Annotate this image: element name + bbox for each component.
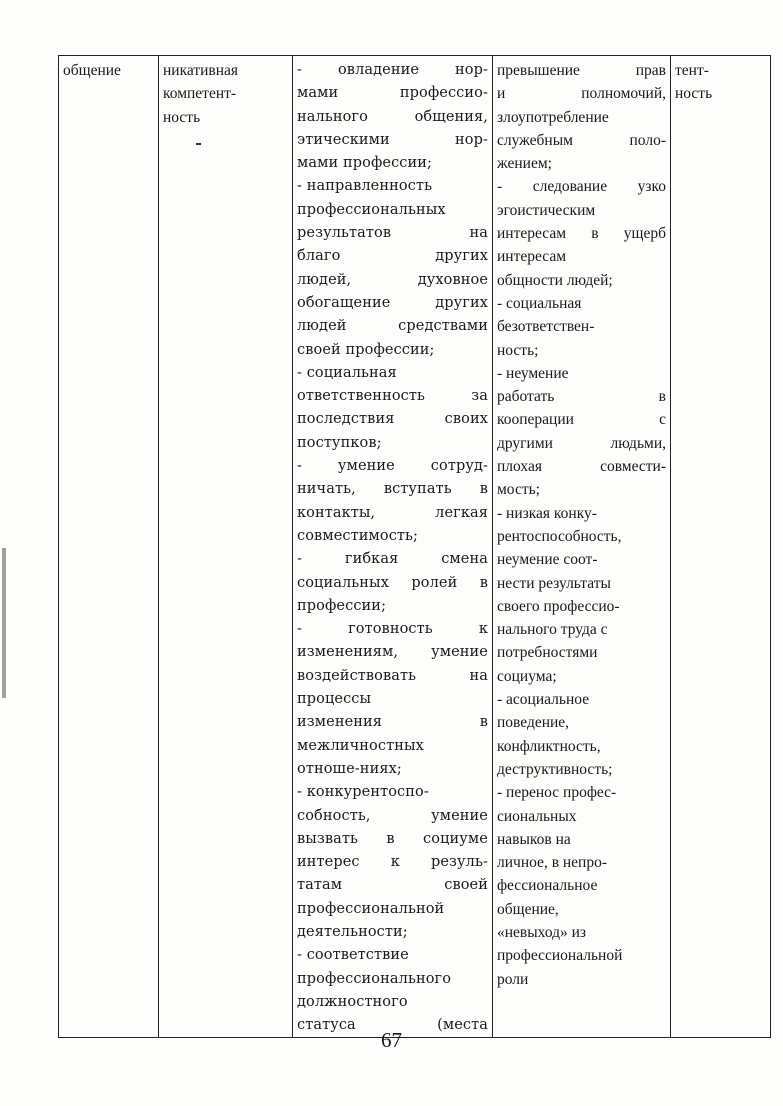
- text-line: - следование узко: [497, 178, 666, 196]
- text-line: изменения в: [297, 714, 488, 731]
- text-line: людей средствами: [297, 318, 488, 335]
- text-line: общение,: [497, 900, 559, 918]
- text-line: служебным поло-: [497, 131, 666, 149]
- text-line: - социальная: [297, 364, 397, 381]
- text-line: «невыход» из: [497, 923, 587, 941]
- text-line: ность;: [497, 341, 539, 359]
- text-line: профессиональной: [297, 900, 445, 917]
- text-line: деструктивность;: [497, 760, 613, 778]
- text-line: результатов на: [297, 225, 488, 242]
- table-row: [59, 56, 771, 1038]
- text-line: обогащение других: [297, 294, 488, 311]
- text-line: профессиональных: [297, 201, 446, 218]
- text-line: и полномочий,: [497, 85, 666, 103]
- text-line: профессионального: [297, 970, 452, 987]
- text-line: - социальная: [497, 294, 582, 312]
- text-line: навыков на: [497, 830, 571, 848]
- text-line: ность: [675, 85, 713, 103]
- cell-text: [675, 59, 766, 106]
- text-line: мость;: [497, 481, 540, 499]
- text-line: - конкурентоспо-: [297, 784, 429, 801]
- text-line: ответственность за: [297, 388, 488, 405]
- text-line: компетент-: [163, 85, 237, 103]
- text-line: - перенос профес-: [497, 784, 617, 802]
- text-line: - гибкая смена: [297, 551, 488, 568]
- text-line: должностного: [297, 993, 408, 1010]
- text-line: - неумение: [497, 364, 569, 382]
- page-number: 67: [381, 1028, 402, 1052]
- text-line: профессии;: [297, 597, 387, 614]
- text-line: статуса (места: [297, 1017, 488, 1034]
- text-line: мами профессио-: [297, 85, 488, 102]
- cell-text: [497, 59, 666, 991]
- text-line: - асоциальное: [497, 691, 590, 709]
- text-line: изменениям, умение: [297, 644, 488, 661]
- text-line: своего профессио-: [497, 597, 620, 615]
- text-line: превышение прав: [497, 62, 666, 79]
- text-line: нести результаты: [497, 574, 611, 592]
- text-line: ность: [163, 108, 201, 126]
- text-line: - соответствие: [297, 947, 409, 964]
- text-line: татам своей: [297, 877, 488, 894]
- table-cell-negative-traits: [493, 56, 671, 1038]
- stray-mark: [196, 143, 201, 145]
- text-line: сиональных: [497, 807, 577, 825]
- text-line: социальных ролей в: [297, 574, 488, 591]
- text-line: потребностями: [497, 644, 598, 662]
- text-line: своей профессии;: [297, 341, 435, 358]
- text-line: плохая совмести-: [497, 458, 666, 476]
- cell-text: [297, 59, 488, 1037]
- text-line: совместимость;: [297, 527, 419, 544]
- text-line: жением;: [497, 155, 552, 173]
- text-line: фессиональное: [497, 877, 598, 895]
- text-line: контакты, легкая: [297, 504, 488, 521]
- text-line: личное, в непро-: [497, 854, 608, 872]
- binding-margin-mark: [2, 548, 6, 698]
- table-cell-competence: [159, 56, 293, 1038]
- text-line: общности людей;: [497, 271, 613, 289]
- text-line: - направленность: [297, 178, 433, 195]
- text-line: - низкая конку-: [497, 504, 597, 522]
- text-line: неумение соот-: [497, 551, 598, 569]
- table-cell-continuation: [671, 56, 771, 1038]
- cell-text: [63, 59, 154, 82]
- text-line: вызвать в социуме: [297, 830, 488, 847]
- text-line: интересам: [497, 248, 567, 266]
- cell-text: [163, 59, 288, 129]
- text-line: нального общения,: [297, 108, 488, 125]
- table-cell-area: [59, 56, 159, 1038]
- text-line: тент-: [675, 62, 709, 79]
- text-line: эгоистическим: [497, 201, 596, 219]
- text-line: последствия своих: [297, 411, 488, 428]
- text-line: собность, умение: [297, 807, 488, 824]
- table-cell-positive-traits: [293, 56, 493, 1038]
- text-line: интерес к резуль-: [297, 854, 488, 871]
- text-line: благо других: [297, 248, 488, 265]
- text-line: ничать, вступать в: [297, 481, 488, 498]
- text-line: отноше-ниях;: [297, 760, 402, 777]
- text-line: этическими нор-: [297, 131, 488, 148]
- text-line: социума;: [497, 667, 557, 685]
- text-line: работать в: [497, 388, 666, 406]
- text-line: конфликтность,: [497, 737, 601, 755]
- text-line: людей, духовное: [297, 271, 488, 288]
- text-line: межличностных: [297, 737, 424, 754]
- text-line: процессы: [297, 691, 372, 708]
- competence-table: [58, 55, 771, 1038]
- text-line: злоупотребление: [497, 108, 609, 126]
- text-line: - овладение нор-: [297, 62, 488, 78]
- text-line: никативная: [163, 62, 239, 79]
- text-line: нального труда с: [497, 621, 608, 639]
- text-line: профессиональной: [497, 947, 623, 965]
- text-line: интересам в ущерб: [497, 225, 666, 243]
- text-line: другими людьми,: [497, 434, 666, 452]
- text-line: - готовность к: [297, 621, 488, 638]
- text-line: рентоспособность,: [497, 527, 622, 545]
- text-line: мами профессии;: [297, 155, 433, 172]
- text-line: - умение сотруд-: [297, 458, 488, 475]
- text-line: роли: [497, 970, 529, 988]
- text-line: деятельности;: [297, 923, 408, 940]
- text-line: воздействовать на: [297, 667, 488, 684]
- text-line: поведение,: [497, 714, 570, 732]
- text-line: кооперации с: [497, 411, 666, 429]
- text-line: безответствен-: [497, 318, 595, 336]
- text-line: поступков;: [297, 434, 382, 451]
- text-line: общение: [63, 62, 121, 79]
